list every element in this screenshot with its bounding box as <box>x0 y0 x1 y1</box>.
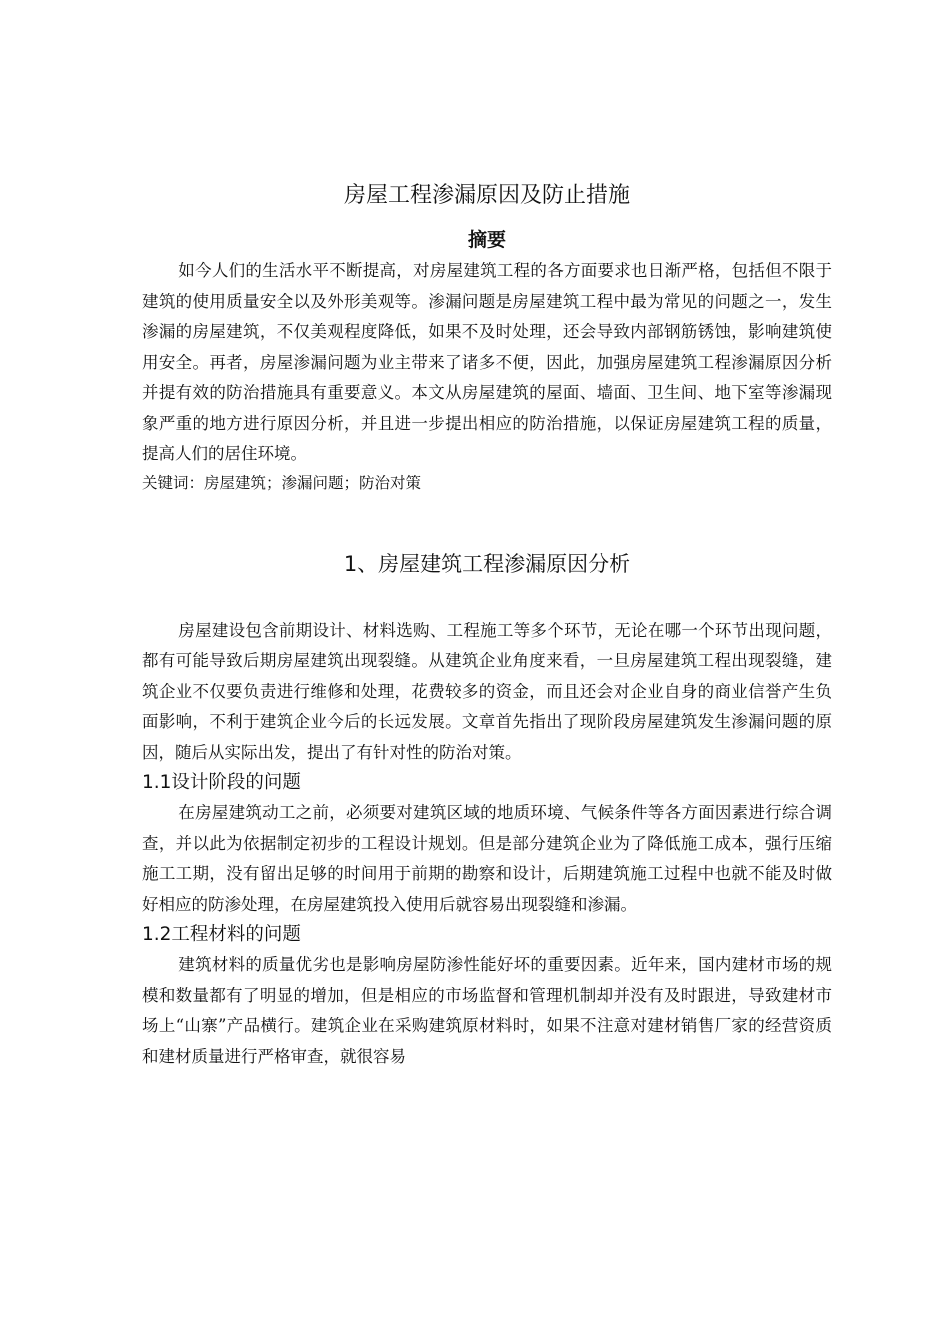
section-1-intro-paragraph: 房屋建设包含前期设计、材料选购、工程施工等多个环节，无论在哪一个环节出现问题，都有可能导致后期房屋建筑出现裂缝。从建筑企业角度来看，一旦房屋建筑工程出现裂缝，建筑企业不仅要负责进行维修和处理，花费较多的资金，而且还会对企业自身的商业信誉产生负面影响，不利于建筑企业今后的长远发展。文章首先指出了现阶段房屋建筑发生渗漏问题的原因，随后从实际出发，提出了有针对性的防治对策。 <box>142 620 832 762</box>
subsection-1-2-heading: 1.2工程材料的问题 <box>142 924 301 945</box>
keywords-line: 关键词：房屋建筑；渗漏问题；防治对策 <box>142 473 422 492</box>
subsection-1-2-paragraph: 建筑材料的质量优劣也是影响房屋防渗性能好坏的重要因素。近年来，国内建材市场的规模和数量都有了明显的增加，但是相应的市场监督和管理机制却并没有及时跟进，导致建材市场上“山寨”产品横行。建筑企业在采购建筑原材料时，如果不注意对建材销售厂家的经营资质和建材质量进行严格审查，就很容易 <box>142 955 832 1066</box>
document-body <box>142 178 832 1072</box>
subsection-1-1-heading: 1.1设计阶段的问题 <box>142 772 301 793</box>
document-title: 房屋工程渗漏原因及防止措施 <box>343 183 630 208</box>
subsection-1-1-paragraph: 在房屋建筑动工之前，必须要对建筑区域的地质环境、气候条件等各方面因素进行综合调查，并以此为依据制定初步的工程设计规划。但是部分建筑企业为了降低施工成本，强行压缩施工工期，没有留出足够的时间用于前期的勘察和设计，后期建筑施工过程中也就不能及时做好相应的防渗处理，在房屋建筑投入使用后就容易出现裂缝和渗漏。 <box>142 803 832 914</box>
abstract-paragraph: 如今人们的生活水平不断提高，对房屋建筑工程的各方面要求也日渐严格，包括但不限于建筑的使用质量安全以及外形美观等。渗漏问题是房屋建筑工程中最为常见的问题之一，发生渗漏的房屋建筑，不仅美观程度降低，如果不及时处理，还会导致内部钢筋锈蚀，影响建筑使用安全。再者，房屋渗漏问题为业主带来了诸多不便，因此，加强房屋建筑工程渗漏原因分析并提有效的防治措施具有重要意义。本文从房屋建筑的屋面、墙面、卫生间、地下室等渗漏现象严重的地方进行原因分析，并且进一步提出相应的防治措施，以保证房屋建筑工程的质量，提高人们的居住环境。 <box>142 261 832 463</box>
section-1-heading: 1、房屋建筑工程渗漏原因分析 <box>343 551 631 576</box>
abstract-heading: 摘要 <box>467 229 506 251</box>
